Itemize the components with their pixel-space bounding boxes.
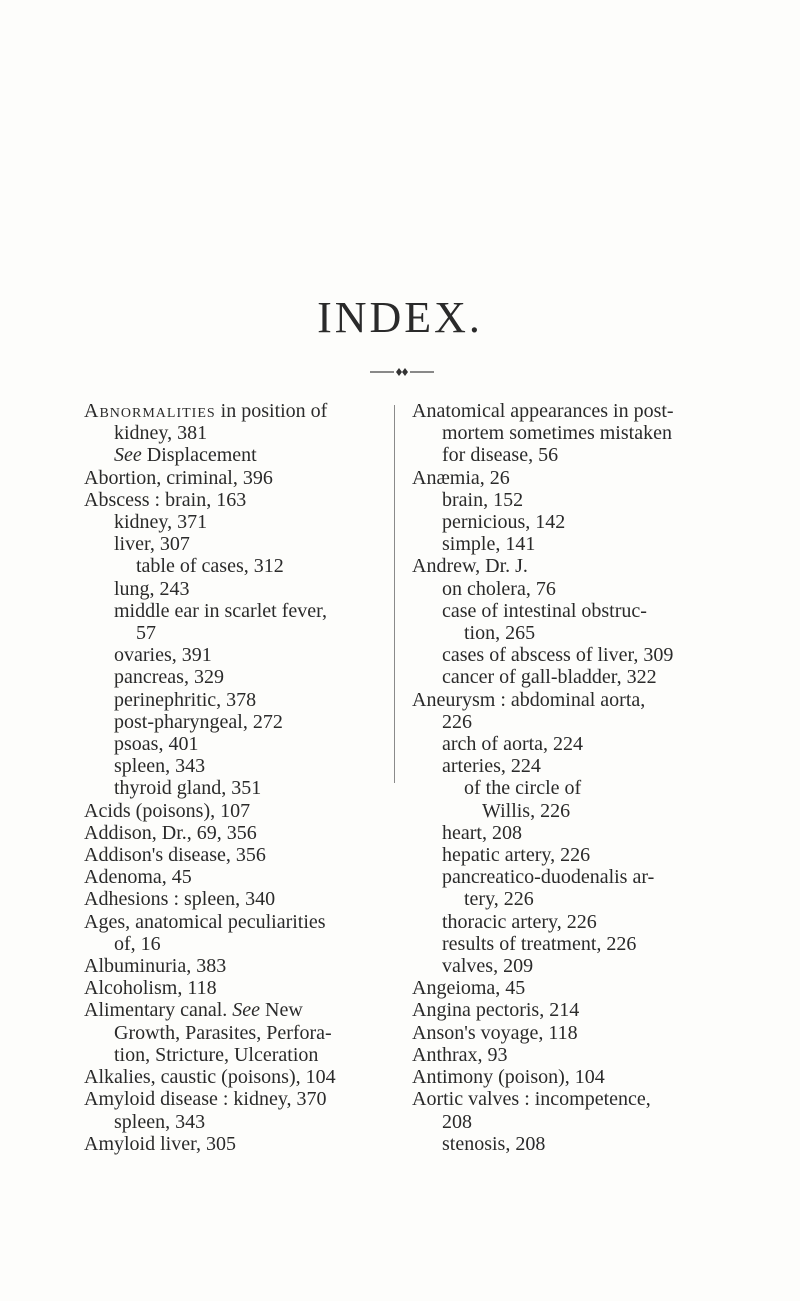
- entry-text: Angina pectoris, 214: [412, 999, 580, 1022]
- entry-text: hepatic artery, 226: [442, 844, 591, 867]
- entry-text: in position of: [215, 400, 328, 422]
- entry-text: Albuminuria, 383: [84, 955, 227, 978]
- entry-text: ovaries, 391: [114, 644, 212, 667]
- entry-text: liver, 307: [114, 533, 190, 556]
- index-entry: [84, 1022, 384, 1044]
- entry-text: stenosis, 208: [442, 1132, 546, 1155]
- ornament-rule-icon: [370, 367, 434, 377]
- entry-text: 57: [136, 622, 156, 645]
- index-entry: [412, 578, 732, 600]
- index-entry: [412, 622, 732, 644]
- index-entry: [412, 888, 732, 910]
- entry-text: pernicious, 142: [442, 511, 566, 534]
- index-entry: [84, 888, 384, 910]
- index-entry: [412, 444, 732, 466]
- index-entry: [412, 755, 732, 777]
- index-entry: [412, 911, 732, 933]
- entry-text: post-pharyngeal, 272: [114, 710, 283, 733]
- entry-text: Willis, 226: [482, 799, 571, 822]
- index-entry: [84, 844, 384, 866]
- index-entry: [84, 1133, 384, 1155]
- index-entry: [412, 844, 732, 866]
- entry-text: for disease, 56: [442, 444, 559, 467]
- index-entry: [84, 1111, 384, 1133]
- entry-text: thyroid gland, 351: [114, 777, 262, 800]
- entry-text: simple, 141: [442, 533, 536, 556]
- index-entry: [412, 800, 732, 822]
- entry-text: Antimony (poison), 104: [412, 1066, 605, 1089]
- index-entry: [84, 511, 384, 533]
- index-entry: [412, 533, 732, 555]
- index-entry: [84, 600, 384, 622]
- entry-text: spleen, 343: [114, 1110, 206, 1133]
- index-entry: [412, 489, 732, 511]
- entry-text: Amyloid disease : kidney, 370: [84, 1088, 327, 1111]
- entry-text: heart, 208: [442, 821, 522, 844]
- page-title: INDEX.: [317, 293, 483, 342]
- index-entry: [84, 955, 384, 977]
- entry-text: Anatomical appearances in post-: [412, 400, 674, 422]
- entry-text: pancreatico-duodenalis ar-: [442, 866, 655, 889]
- index-entry: [412, 822, 732, 844]
- index-column-left: [84, 400, 384, 1155]
- index-entry: [412, 555, 732, 577]
- entry-text: kidney, 381: [114, 422, 208, 445]
- index-entry: [412, 1066, 732, 1088]
- index-entry: [84, 755, 384, 777]
- index-entry: [412, 400, 732, 422]
- entry-text: table of cases, 312: [136, 555, 284, 578]
- entry-text: Anthrax, 93: [412, 1043, 508, 1066]
- entry-text: mortem sometimes mistaken: [442, 422, 672, 445]
- see-reference: See: [232, 999, 261, 1022]
- index-entry: [84, 866, 384, 888]
- index-entry: [412, 1022, 732, 1044]
- entry-text: thoracic artery, 226: [442, 910, 597, 933]
- entry-text: of, 16: [114, 932, 161, 955]
- entry-text: pancreas, 329: [114, 666, 224, 689]
- entry-text: lung, 243: [114, 577, 190, 600]
- entry-text: tery, 226: [464, 888, 534, 911]
- entry-text: Growth, Parasites, Perfora-: [114, 1021, 332, 1044]
- see-reference: See: [114, 444, 142, 467]
- index-entry: [412, 422, 732, 444]
- index-column-right: [412, 400, 732, 1155]
- entry-text: Abortion, criminal, 396: [84, 466, 273, 489]
- index-entry: [84, 555, 384, 577]
- entry-text: cancer of gall-bladder, 322: [442, 666, 657, 689]
- index-entry: [84, 444, 384, 466]
- entry-text: psoas, 401: [114, 733, 199, 756]
- index-entry: [84, 1088, 384, 1110]
- index-entry: [84, 467, 384, 489]
- entry-text: Aneurysm : abdominal aorta,: [412, 688, 646, 711]
- index-entry: [412, 1044, 732, 1066]
- entry-text: perinephritic, 378: [114, 688, 257, 711]
- entry-text: Alcoholism, 118: [84, 977, 217, 1000]
- index-entry: [84, 977, 384, 999]
- index-entry: [84, 1066, 384, 1088]
- index-entry: [84, 489, 384, 511]
- index-entry: [412, 777, 732, 799]
- entry-text: valves, 209: [442, 955, 534, 978]
- entry-text: Angeioma, 45: [412, 977, 526, 1000]
- index-entry: [412, 666, 732, 688]
- entry-text-after: New: [260, 999, 303, 1022]
- index-entry: [84, 1044, 384, 1066]
- entry-text: Displacement: [141, 444, 257, 467]
- index-entry: [412, 467, 732, 489]
- entry-text: on cholera, 76: [442, 577, 556, 600]
- index-entry: [84, 933, 384, 955]
- index-entry: [84, 422, 384, 444]
- index-entry: [412, 955, 732, 977]
- entry-text: Anson's voyage, 118: [412, 1021, 578, 1044]
- entry-text: Adenoma, 45: [84, 866, 192, 889]
- index-entry: [412, 1133, 732, 1155]
- entry-text: tion, 265: [464, 622, 536, 645]
- entry-text: Addison's disease, 356: [84, 844, 266, 867]
- index-entry: [84, 644, 384, 666]
- entry-text: arteries, 224: [442, 755, 541, 778]
- entry-text: Alimentary canal.: [84, 999, 233, 1022]
- entry-text: case of intestinal obstruc-: [442, 599, 647, 622]
- index-entry: [84, 578, 384, 600]
- entry-text: cases of abscess of liver, 309: [442, 644, 674, 667]
- entry-text: spleen, 343: [114, 755, 206, 778]
- entry-text: brain, 152: [442, 488, 524, 511]
- entry-text: Adhesions : spleen, 340: [84, 888, 276, 911]
- index-entry: [412, 600, 732, 622]
- entry-text: results of treatment, 226: [442, 932, 637, 955]
- index-entry: [84, 711, 384, 733]
- index-entry: [412, 999, 732, 1021]
- index-entry: [84, 622, 384, 644]
- entry-text: Abscess : brain, 163: [84, 488, 247, 511]
- index-entry: [412, 977, 732, 999]
- entry-text: Ages, anatomical peculiarities: [84, 910, 326, 933]
- entry-text: 226: [442, 710, 472, 733]
- entry-text: kidney, 371: [114, 511, 208, 534]
- entry-text: Anæmia, 26: [412, 466, 510, 489]
- index-entry: [84, 911, 384, 933]
- entry-text: middle ear in scarlet fever,: [114, 599, 327, 622]
- entry-text: of the circle of: [464, 777, 582, 800]
- index-entry: [412, 689, 732, 711]
- index-entry: [84, 999, 384, 1021]
- index-entry: [84, 800, 384, 822]
- index-entry: [84, 400, 384, 422]
- entry-text: Acids (poisons), 107: [84, 799, 251, 822]
- entry-text: Alkalies, caustic (poisons), 104: [84, 1066, 336, 1089]
- entry-text: Amyloid liver, 305: [84, 1132, 236, 1155]
- entry-text: 208: [442, 1110, 472, 1133]
- index-entry: [84, 822, 384, 844]
- index-entry: [84, 533, 384, 555]
- index-entry: [84, 733, 384, 755]
- entry-text: Andrew, Dr. J.: [412, 555, 528, 578]
- entry-text: Addison, Dr., 69, 356: [84, 821, 257, 844]
- index-entry: [412, 733, 732, 755]
- index-entry: [412, 866, 732, 888]
- index-entry: [412, 511, 732, 533]
- entry-head: Abnormalities: [84, 400, 216, 422]
- index-entry: [412, 1088, 732, 1110]
- column-divider: [394, 405, 395, 783]
- index-entry: [84, 666, 384, 688]
- entry-text: arch of aorta, 224: [442, 733, 584, 756]
- index-entry: [412, 711, 732, 733]
- index-entry: [84, 777, 384, 799]
- index-entry: [412, 1111, 732, 1133]
- index-entry: [84, 689, 384, 711]
- entry-text: Aortic valves : incompetence,: [412, 1088, 651, 1111]
- index-entry: [412, 933, 732, 955]
- index-entry: [412, 644, 732, 666]
- entry-text: tion, Stricture, Ulceration: [114, 1043, 319, 1066]
